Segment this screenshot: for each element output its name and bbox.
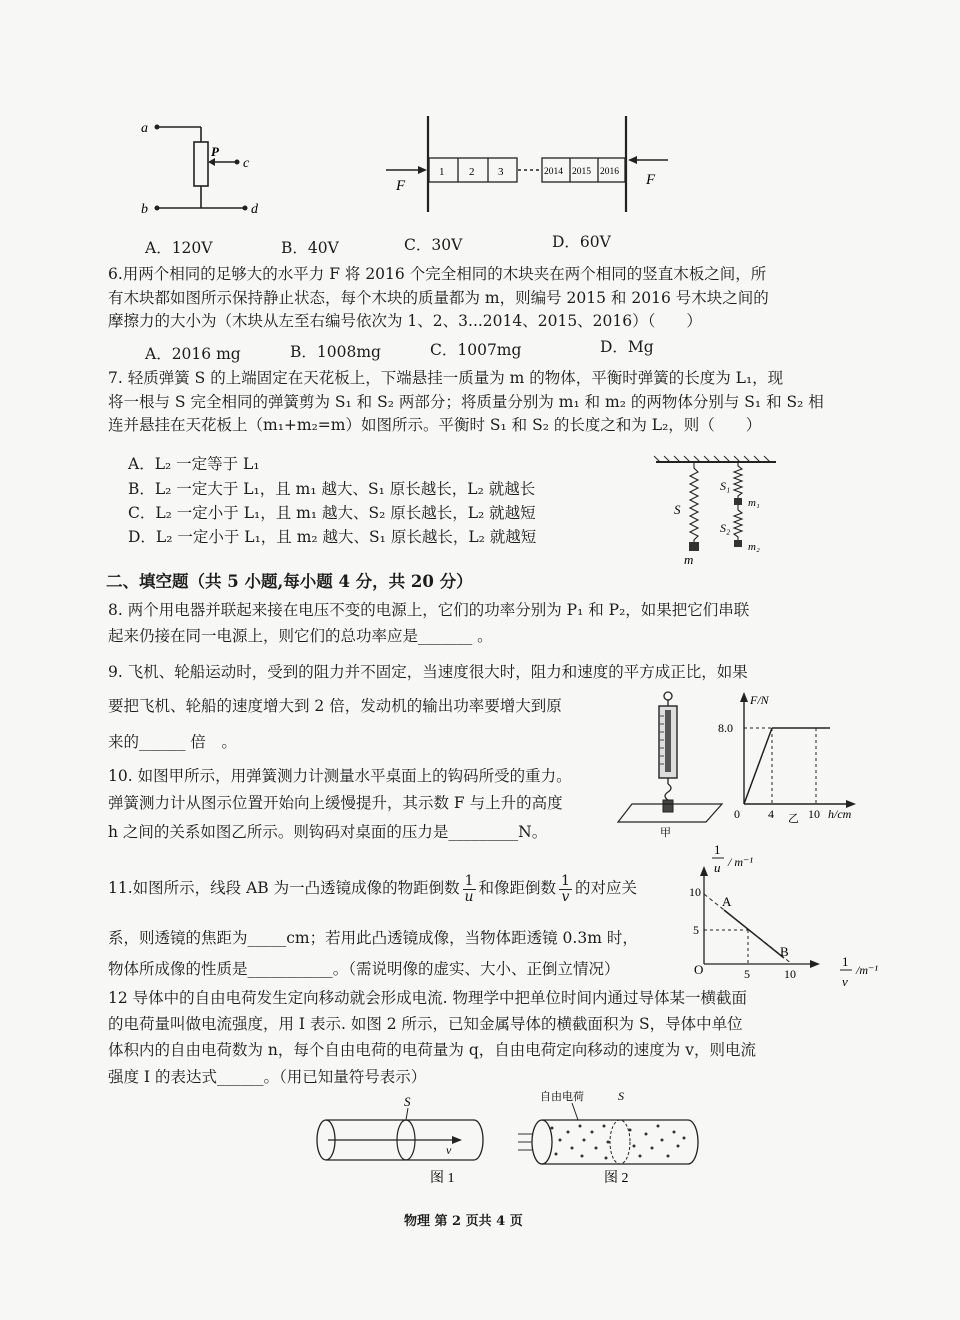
q10-line1: 10. 如图甲所示，用弹簧测力计测量水平桌面上的钩码所受的重力。 [108, 767, 572, 785]
q6-option-a: A．2016 mg [145, 345, 241, 363]
q11-line1-mid: 和像距倒数 [478, 879, 557, 897]
fig2-free-charge-label: 自由电荷 [540, 1091, 584, 1103]
block-2014: 2014 [544, 167, 563, 177]
q9-line1: 9. 飞机、轮船运动时，受到的阻力并不固定，当速度很大时，阻力和速度的平方成正比，如果 [108, 663, 748, 681]
fig2-s-label: S [618, 1089, 624, 1103]
q9-line3: 来的______ 倍 。 [108, 733, 237, 751]
q6-option-c: C．1007mg [430, 341, 522, 359]
fig2-caption: 图 2 [604, 1171, 629, 1186]
mass-m-label: m [684, 552, 694, 567]
block-1: 1 [439, 166, 445, 178]
q10-line2: 弹簧测力计从图示位置开始向上缓慢提升，其示数 F 与上升的高度 [108, 794, 563, 812]
inv-v-axis-unit: /m⁻¹ [856, 963, 878, 977]
q5-option-b: B．40V [281, 239, 339, 257]
point-a-label: A [722, 894, 732, 909]
q10-line3: h 之间的关系如图乙所示。则钩码对桌面的压力是_________N。 [108, 823, 548, 841]
lens-inverse-distance-graph [690, 844, 900, 994]
q11-line1-post: 的对应关 [574, 879, 637, 897]
f-tick-8: 8.0 [718, 721, 733, 735]
q12-line2: 的电荷量叫做电流强度，用 I 表示. 如图 2 所示，已知金属导体的横截面积为 S，导体中单位 [108, 1015, 743, 1033]
q12-line3: 体积内的自由电荷数为 n，每个自由电荷的电荷量为 q，自由电荷定向移动的速度为 v，则电流 [108, 1041, 756, 1059]
inv-v-axis-den: v [842, 974, 848, 989]
page-footer: 物理 第 2 页共 4 页 [404, 1214, 523, 1229]
force-left-label: F [396, 178, 406, 194]
q6-line2: 有木块都如图所示保持静止状态，每个木块的质量都为 m，则编号 2015 和 2016 号木块之间的 [108, 289, 769, 307]
point-b-label: B [780, 944, 789, 959]
q7-line2: 将一根与 S 完全相同的弹簧剪为 S₁ 和 S₂ 两部分；将质量分别为 m₁ 和 m₂ 的两物体分别与 S₁ 和 S₂ 相 [108, 393, 824, 411]
force-right-label: F [646, 172, 656, 188]
q8-line2: 起来仍接在同一电源上，则它们的总功率应是_______ 。 [108, 627, 493, 645]
q9-line2: 要把飞机、轮船的速度增大到 2 倍，发动机的输出功率要增大到原 [108, 697, 562, 715]
label-b: b [141, 202, 148, 217]
block-2016: 2016 [600, 167, 619, 177]
q8-line1: 8. 两个用电器并联起来接在电压不变的电源上，它们的功率分别为 P₁ 和 P₂，如果把它们串联 [108, 601, 750, 619]
fig-yi-label: 乙 [788, 813, 799, 825]
q6-option-b: B．1008mg [290, 343, 381, 361]
origin-o: O [694, 962, 704, 977]
origin-0: 0 [734, 807, 740, 821]
mass-m1-label: m₁ [748, 497, 760, 509]
inv-u-axis-num: 1 [714, 842, 721, 857]
spring-s1-label: S₁ [720, 479, 731, 493]
q7-option-a: A．L₂ 一定等于 L₁ [128, 455, 260, 473]
fraction-1-over-v: $\frac{1}{v}$ [561, 872, 570, 905]
q11-line3: 物体所成像的性质是___________。（需说明像的虚实、大小、正倒立情况） [108, 960, 620, 978]
q6-line3: 摩擦力的大小为（木块从左至右编号依次为 1、2、3...2014、2015、2016）（ ） [108, 312, 702, 330]
spring-scale-figure [618, 690, 728, 840]
q7-line3: 连并悬挂在天花板上（m₁+m₂=m）如图所示。平衡时 S₁ 和 S₂ 的长度之和为 L₂，则（ ） [108, 416, 762, 434]
label-a: a [141, 121, 148, 136]
block-3: 3 [498, 166, 504, 178]
y-tick-5: 5 [693, 923, 699, 937]
q5-option-d: D．60V [552, 233, 611, 251]
label-p: P [211, 144, 219, 159]
h-tick-10: 10 [808, 807, 820, 821]
q5-option-c: C．30V [404, 236, 463, 254]
q12-line4: 强度 I 的表达式______。（用已知量符号表示） [108, 1068, 427, 1086]
block-2: 2 [469, 166, 475, 178]
y-tick-10: 10 [689, 885, 701, 899]
q12-line1: 12 导体中的自由电荷发生定向移动就会形成电流. 物理学中把单位时间内通过导体某一横截面 [108, 989, 748, 1007]
fig1-v-label: v [446, 1143, 452, 1157]
h-tick-4: 4 [768, 807, 774, 821]
rheostat-circuit-figure [135, 110, 275, 222]
springs-figure [652, 456, 782, 568]
f-axis-label: F/N [750, 693, 769, 707]
fig1-s-label: S [404, 1094, 411, 1109]
mass-m2-label: m₂ [748, 541, 760, 553]
fig1-caption: 图 1 [430, 1171, 455, 1186]
x-tick-5: 5 [744, 967, 750, 981]
label-c: c [243, 156, 250, 171]
q7-option-d: D．L₂ 一定小于 L₁，且 m₂ 越大、S₁ 原长越长，L₂ 就越短 [128, 528, 537, 546]
fig-jia-label: 甲 [660, 827, 671, 839]
x-tick-10: 10 [784, 967, 796, 981]
conductor-figure-1 [306, 1094, 496, 1186]
conductor-figure-2 [512, 1086, 722, 1186]
q11-line2: 系，则透镜的焦距为_____cm；若用此凸透镜成像，当物体距透镜 0.3m 时， [108, 929, 638, 947]
block-2015: 2015 [572, 167, 591, 177]
q7-line1: 7. 轻质弹簧 S 的上端固定在天花板上，下端悬挂一质量为 m 的物体，平衡时弹簧的长度为 L₁，现 [108, 369, 784, 387]
q5-option-a: A．120V [145, 239, 213, 257]
inv-u-axis-unit: / m⁻¹ [728, 855, 753, 869]
spring-s-label: S [674, 502, 681, 517]
section-title: 二、填空题（共 5 小题,每小题 4 分，共 20 分） [106, 572, 473, 591]
label-d: d [251, 202, 258, 217]
inv-v-axis-num: 1 [842, 954, 849, 969]
h-axis-label: h/cm [828, 807, 852, 821]
force-height-graph [718, 688, 868, 825]
blocks-between-boards-figure [380, 112, 680, 218]
q7-option-b: B．L₂ 一定大于 L₁，且 m₁ 越大、S₁ 原长越长，L₂ 就越长 [128, 480, 536, 498]
inv-u-axis-den: u [714, 860, 721, 875]
q7-option-c: C．L₂ 一定小于 L₁，且 m₁ 越大、S₂ 原长越长，L₂ 就越短 [128, 504, 536, 522]
fraction-1-over-u: $\frac{1}{u}$ [464, 872, 474, 905]
spring-s2-label: S₂ [720, 521, 731, 535]
q11-line1-pre: 11.如图所示，线段 AB 为一凸透镜成像的物距倒数 [108, 879, 460, 897]
free-charge-dots [551, 1125, 686, 1160]
q11-line1 [108, 868, 637, 908]
q6-line1: 6.用两个相同的足够大的水平力 F 将 2016 个完全相同的木块夹在两个相同的竖直木板之间，所 [108, 265, 767, 283]
q6-option-d: D．Mg [600, 338, 654, 356]
